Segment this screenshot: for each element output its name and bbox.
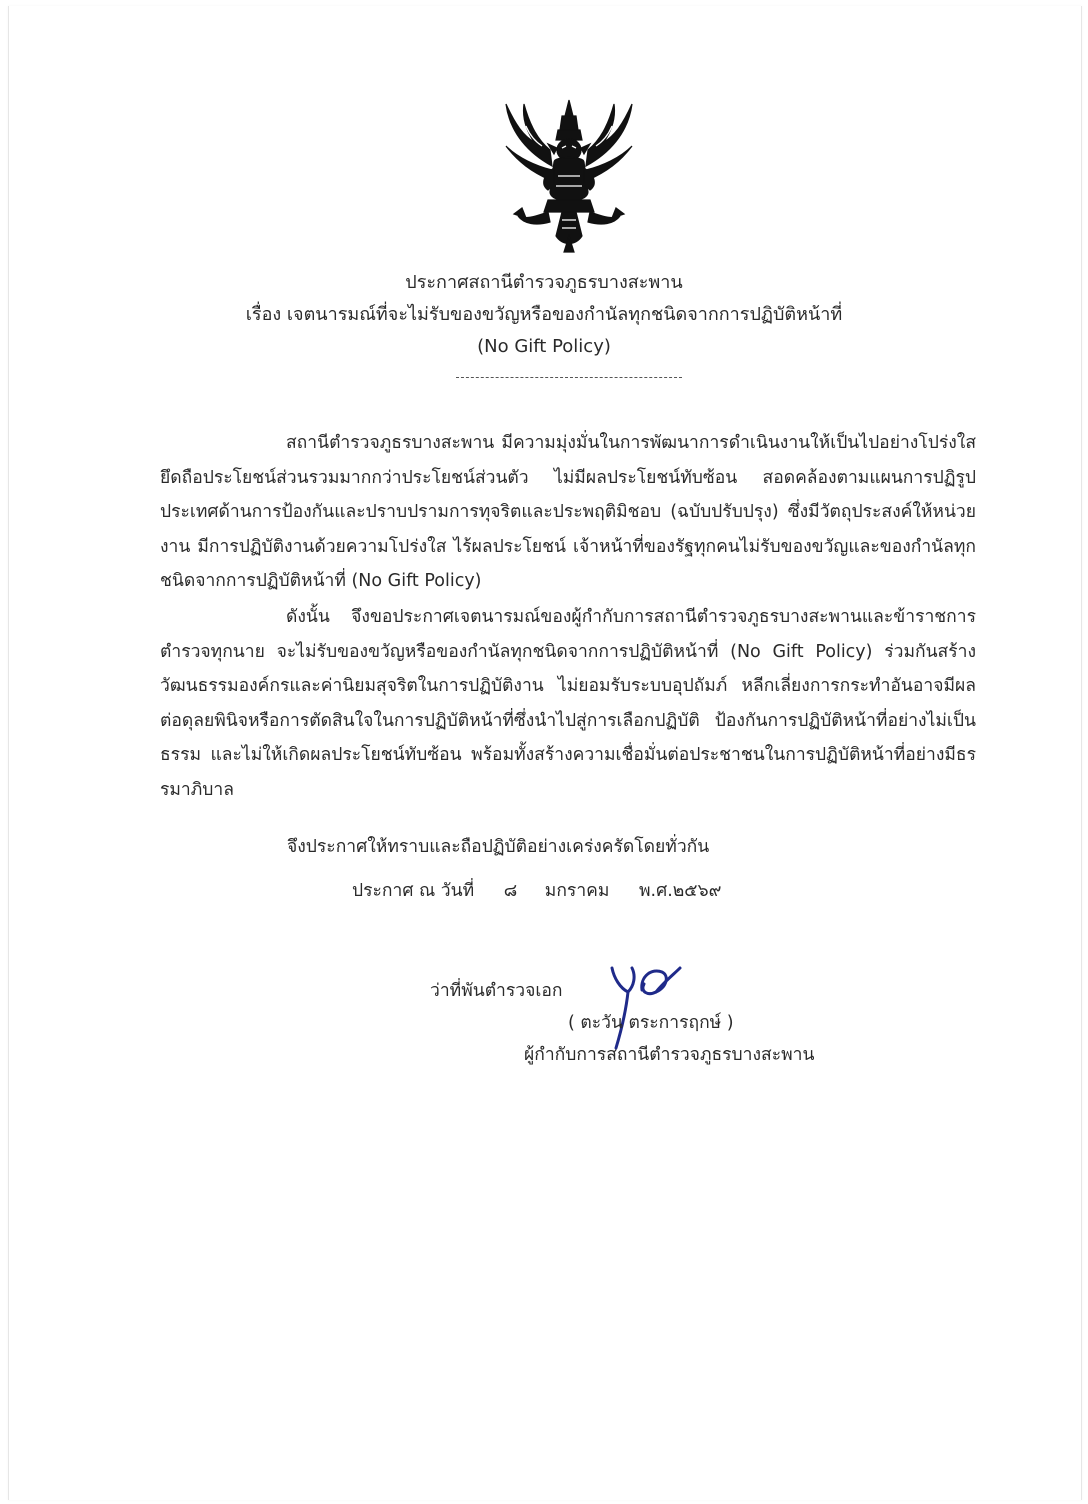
policy-name: (No Gift Policy) <box>477 336 611 357</box>
announcement-subject: เรื่อง เจตนารมณ์ที่จะไม่รับของขวัญหรือของกำนัลทุกชนิดจากการปฏิบัติหน้าที่ <box>245 304 843 325</box>
signer-rank: ว่าที่พันตำรวจเอก <box>430 981 563 1001</box>
date-year: พ.ศ.๒๕๖๙ <box>638 881 722 901</box>
date-month: มกราคม <box>544 881 610 901</box>
handwritten-signature <box>608 962 684 1050</box>
title-divider <box>456 377 682 378</box>
garuda-emblem-icon <box>496 96 642 254</box>
date-day: ๘ <box>503 881 518 901</box>
paragraph-declaration <box>160 600 976 807</box>
closing-statement: จึงประกาศให้ทราบและถือปฏิบัติอย่างเคร่งครัดโดยทั่วกัน <box>287 837 710 857</box>
paragraph-intro-text: สถานีตำรวจภูธรบางสะพาน มีความมุ่งมั่นในการพัฒนาการดำเนินงานให้เป็นไปอย่างโปร่งใส ยึดถือประโยชน์ส่วนรวมมากกว่าประโยชน์ส่วนตัว ไม่มีผลประโยชน์ทับซ้อน สอดคล้องตามแผนการปฏิรูปประเทศด้านการป้องกันและปราบปรามการทุจริตและประพฤติมิชอบ (ฉบับปรับปรุง) ซึ่งมีวัตถุประสงค์ให้หน่วยงาน มีการปฏิบัติงานด้วยความโปร่งใส ไร้ผลประโยชน์ เจ้าหน้าที่ของรัฐทุกคนไม่รับของขวัญและของกำนัลทุกชนิดจากการปฏิบัติหน้าที่ (No Gift Policy) <box>160 433 976 591</box>
date-prefix: ประกาศ ณ วันที่ <box>352 881 475 901</box>
signer-name: ( ตะวัน ตระการฤกษ์ ) <box>568 1013 734 1033</box>
announcement-title: ประกาศสถานีตำรวจภูธรบางสะพาน <box>405 272 683 293</box>
paragraph-intro <box>160 426 976 599</box>
signer-position: ผู้กำกับการสถานีตำรวจภูธรบางสะพาน <box>524 1045 815 1065</box>
paragraph-declaration-text: ดังนั้น จึงขอประกาศเจตนารมณ์ของผู้กำกับการสถานีตำรวจภูธรบางสะพานและข้าราชการตำรวจทุกนาย จะไม่รับของขวัญหรือของกำนัลทุกชนิดจากการปฏิบัติหน้าที่ (No Gift Policy) ร่วมกันสร้างวัฒนธรรมองค์กรและค่านิยมสุจริตในการปฏิบัติงาน ไม่ยอมรับระบบอุปถัมภ์ หลีกเลี่ยงการกระทำอันอาจมีผลต่อดุลยพินิจหรือการตัดสินใจในการปฏิบัติหน้าที่ซึ่งนำไปสู่การเลือกปฏิบัติ ป้องกันการปฏิบัติหน้าที่อย่างไม่เป็นธรรม และไม่ให้เกิดผลประโยชน์ทับซ้อน พร้อมทั้งสร้างความเชื่อมั่นต่อประชาชนในการปฏิบัติหน้าที่อย่างมีธรรมาภิบาล <box>160 607 976 800</box>
announcement-date <box>352 878 721 904</box>
